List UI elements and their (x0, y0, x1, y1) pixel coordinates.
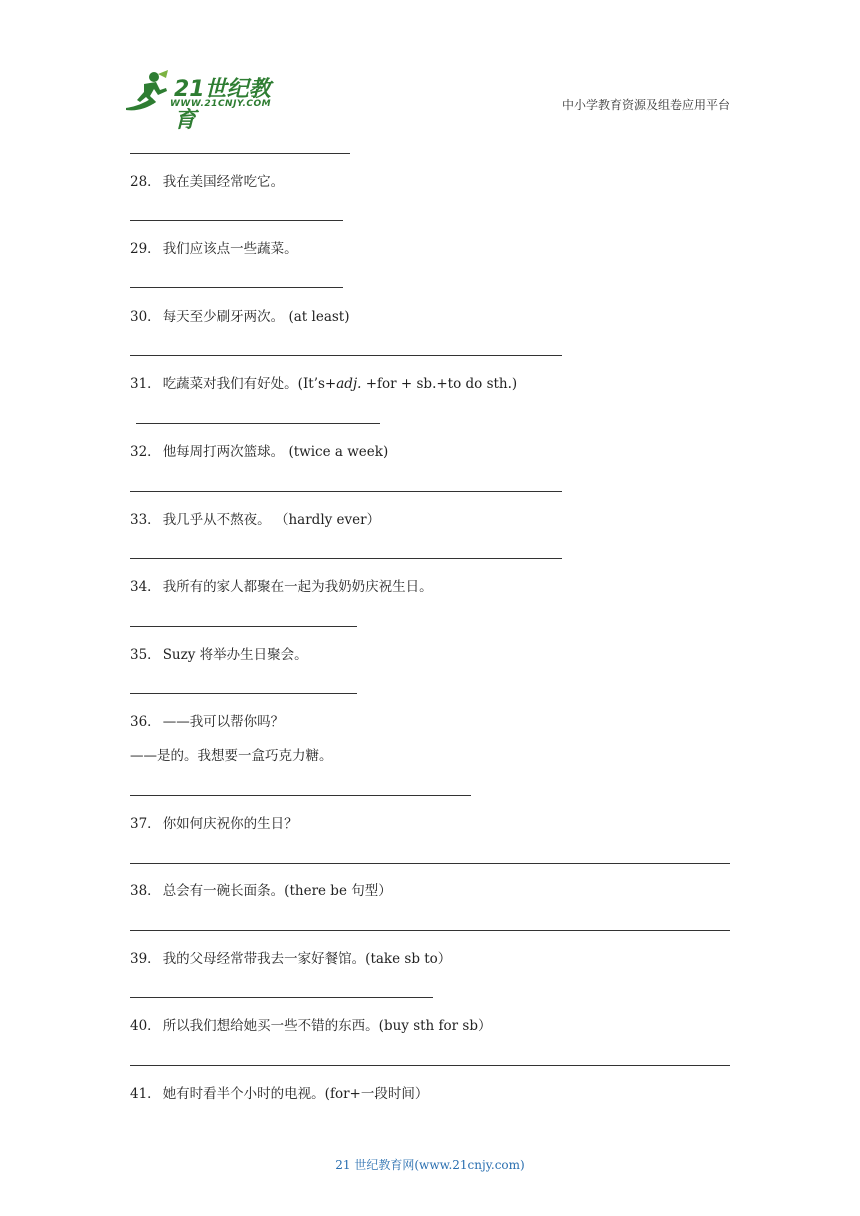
runner-icon (122, 68, 172, 114)
answer-line[interactable] (130, 693, 357, 694)
question-37: 37． 你如何庆祝你的生日？ (130, 816, 298, 832)
logo-text: 21世纪教育 (174, 77, 271, 133)
page-footer: 21 世纪教育网(www.21cnjy.com) (335, 1158, 525, 1172)
answer-line[interactable] (130, 795, 471, 796)
answer-line[interactable] (130, 153, 350, 154)
question-41: 41． 她有时看半个小时的电视。(for+一段时间） (130, 1086, 429, 1102)
question-35: 35． Suzy 将举办生日聚会。 (130, 647, 308, 663)
question-40: 40． 所以我们想给她买一些不错的东西。(buy sth for sb） (130, 1018, 492, 1034)
question-36: 36． ——我可以帮你吗？ (130, 714, 285, 730)
question-28: 28． 我在美国经常吃它。 (130, 174, 285, 190)
question-38: 38． 总会有一碗长面条。(there be 句型） (130, 883, 392, 899)
answer-line[interactable] (130, 287, 343, 288)
answer-line[interactable] (136, 423, 380, 424)
logo-url: WWW.21CNJY.COM (170, 99, 272, 109)
question-32: 32． 他每周打两次篮球。 (twice a week) (130, 444, 389, 460)
answer-line[interactable] (130, 558, 562, 559)
question-36-line2: ——是的。我想要一盒巧克力糖。 (130, 748, 333, 764)
answer-line[interactable] (130, 997, 433, 998)
question-30: 30． 每天至少刷牙两次。 (at least) (130, 309, 350, 325)
answer-line[interactable] (130, 930, 730, 931)
answer-line[interactable] (130, 491, 562, 492)
answer-line[interactable] (130, 1065, 730, 1066)
answer-line[interactable] (130, 220, 343, 221)
site-logo (122, 68, 292, 133)
question-34: 34． 我所有的家人都聚在一起为我奶奶庆祝生日。 (130, 579, 433, 595)
question-33: 33． 我几乎从不熬夜。 （hardly ever） (130, 512, 381, 528)
question-29: 29． 我们应该点一些蔬菜。 (130, 241, 298, 257)
answer-line[interactable] (130, 626, 357, 627)
question-31: 31． 吃蔬菜对我们有好处。(It’s+adj. +for + sb.+to do sth.) (130, 376, 518, 392)
answer-line[interactable] (130, 863, 730, 864)
question-39: 39． 我的父母经常带我去一家好餐馆。(take sb to） (130, 951, 452, 967)
platform-title: 中小学教育资源及组卷应用平台 (561, 98, 730, 112)
answer-line[interactable] (130, 355, 562, 356)
